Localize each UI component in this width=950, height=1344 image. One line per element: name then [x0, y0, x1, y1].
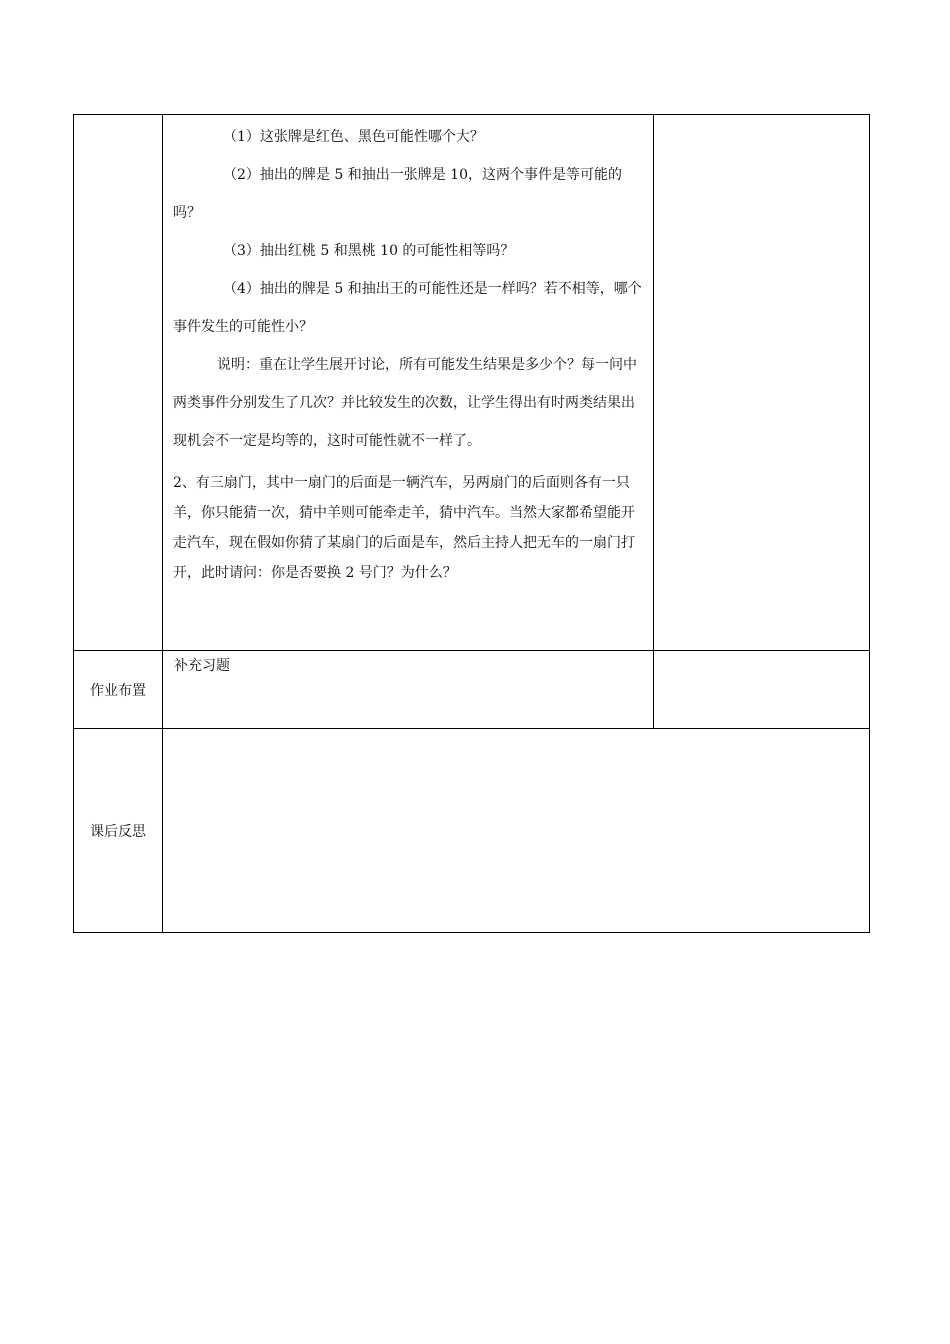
homework-label: 作业布置	[74, 651, 163, 729]
question-1: （1）这张牌是红色、黑色可能性哪个大？	[223, 129, 484, 145]
reflection-row	[74, 729, 870, 933]
question-2: （2）抽出的牌是 5 和抽出一张牌是 10，这两个事件是等可能的吗？	[173, 167, 622, 221]
question-3: （3）抽出红桃 5 和黑桃 10 的可能性相等吗？	[223, 243, 515, 259]
reflection-label: 课后反思	[74, 729, 163, 933]
row-label-cell-empty	[74, 115, 163, 651]
teaching-note: 说明：重在让学生展开讨论，所有可能发生结果是多少个？每一问中两类事件分别发生了几次？并比较发生的次数，让学生得出有时两类结果出现机会不一定是均等的，这时可能性就不一样了。	[173, 357, 637, 449]
teaching-process-row	[74, 115, 870, 651]
lesson-plan-table	[73, 114, 870, 933]
homework-row	[74, 651, 870, 729]
reflection-content-cell	[163, 729, 870, 933]
problem-2: 2、有三扇门，其中一扇门的后面是一辆汽车，另两扇门的后面则各有一只羊，你只能猜一次，猜中羊则可能牵走羊，猜中汽车。当然大家都希望能开走汽车，现在假如你猜了某扇门的后面是车，然后主持人把无车的一扇门打开，此时请问：你是否要换 2 号门？为什么？	[173, 475, 635, 581]
teaching-content-cell	[163, 115, 654, 651]
homework-content: 补充习题	[163, 651, 654, 729]
question-4: （4）抽出的牌是 5 和抽出王的可能性还是一样吗？若不相等，哪个事件发生的可能性小？	[173, 281, 642, 335]
homework-notes-cell-empty	[654, 651, 870, 729]
notes-cell-empty	[654, 115, 870, 651]
